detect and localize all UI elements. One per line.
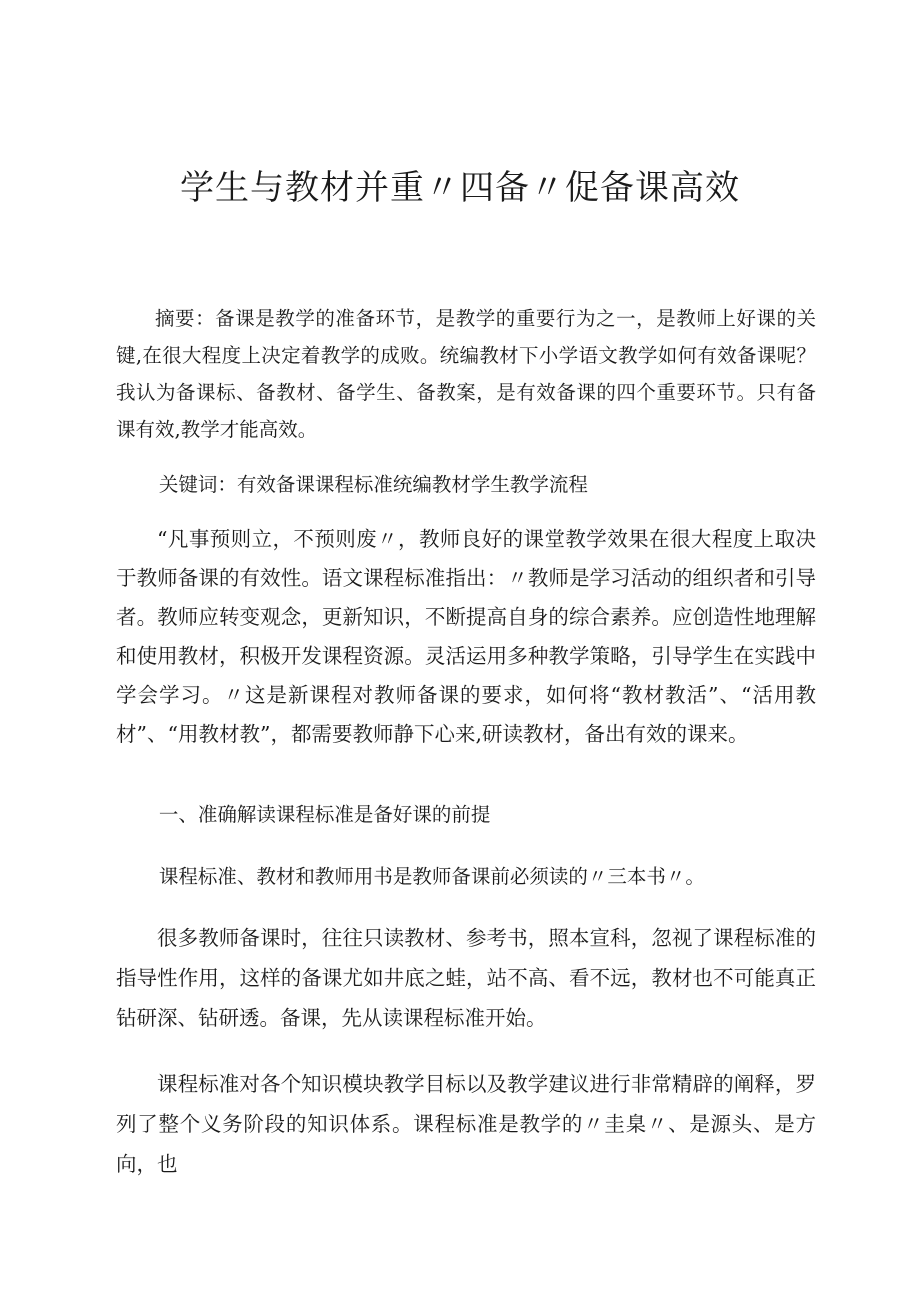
many-teachers-paragraph: 很多教师备课时，往往只读教材、参考书，照本宣科，忽视了课程标准的指导性作用，这样的备课尤如井底之蛙，站不高、看不远，教材也不可能真正钻研深、钻研透。备课，先从读课程标准开始。 <box>116 926 816 1030</box>
section-heading-1: 一、准确解读课程标准是备好课的前提 <box>158 803 491 826</box>
keywords-line: 关键词：有效备课课程标准统编教材学生教学流程 <box>158 473 588 496</box>
curriculum-standard-paragraph: 课程标准对各个知识模块教学目标以及教学建议进行非常精辟的阐释，罗列了整个义务阶段的知识体系。课程标准是教学的〃圭臬〃、是源头、是方向，也 <box>116 1072 816 1176</box>
document-title: 学生与教材并重〃四备〃促备课高效 <box>180 168 740 208</box>
intro-paragraph: “凡事预则立，不预则废〃，教师良好的课堂教学效果在很大程度上取决于教师备课的有效性。语文课程标准指出：〃教师是学习活动的组织者和引导者。教师应转变观念，更新知识，不断提高自身的综合素养。应创造性地理解和使用教材，积极开发课程资源。灵活运用多种教学策略，引导学生在实践中学会学习。〃这是新课程对教师备课的要求，如何将“教材教活”、“活用教材”、“用教材教”，都需要教师静下心来,研读教材，备出有效的课来。 <box>116 527 816 746</box>
three-books-paragraph: 课程标准、教材和教师用书是教师备课前必须读的〃三本书〃。 <box>158 865 705 888</box>
abstract-paragraph: 摘要：备课是教学的准备环节，是教学的重要行为之一，是教师上好课的关键,在很大程度上决定着教学的成败。统编教材下小学语文教学如何有效备课呢？我认为备课标、备教材、备学生、备教案，是有效备课的四个重要环节。只有备课有效,教学才能高效。 <box>116 307 816 441</box>
